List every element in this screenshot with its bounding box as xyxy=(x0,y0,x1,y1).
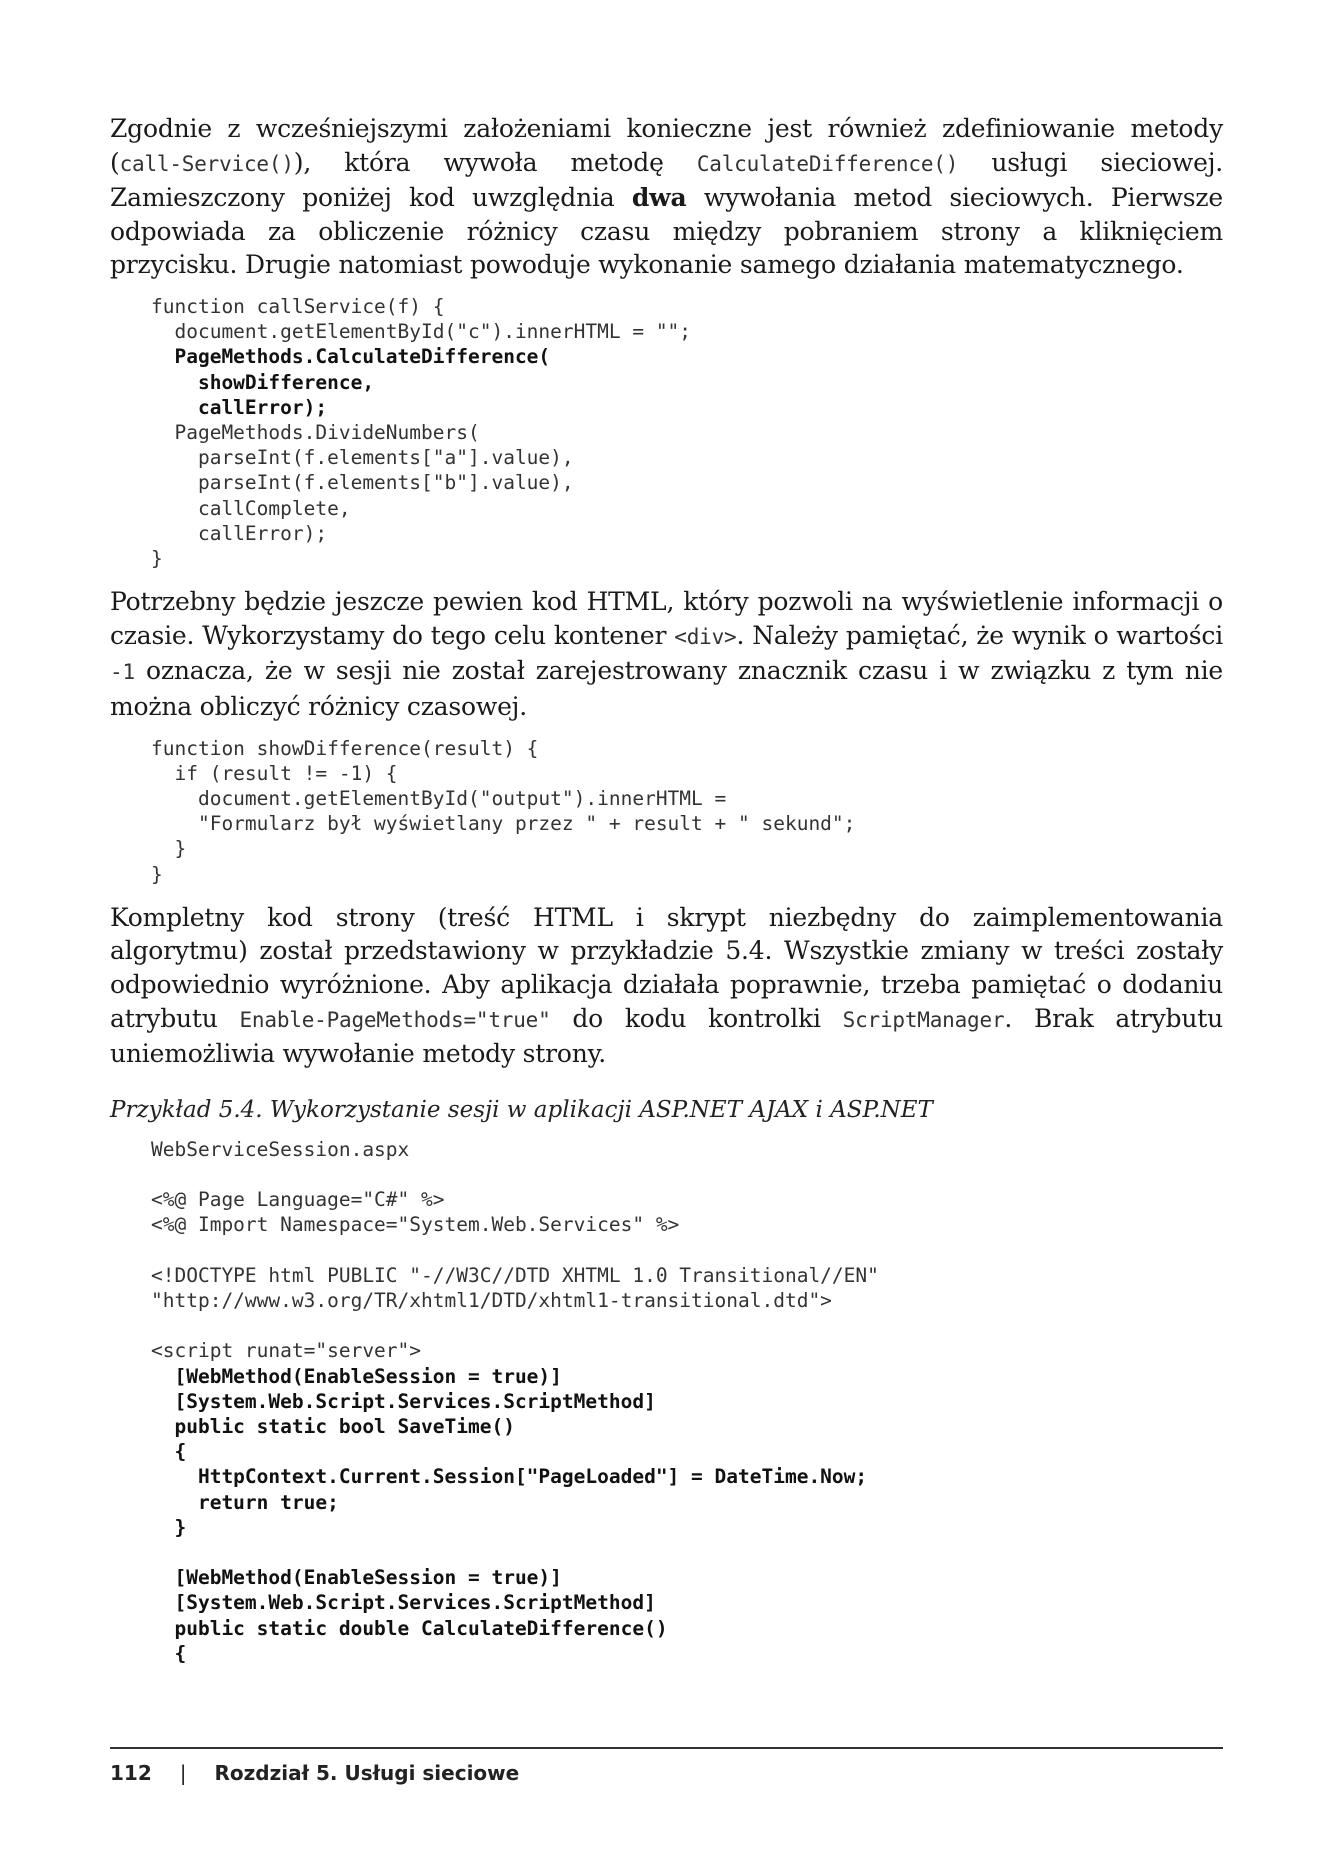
paragraph-complete-code: Kompletny kod strony (treść HTML i skrypt niezbędny do zaimplementowania algorytmu) został przedstawiony w przykładzie 5.4. Wszystkie zmiany w treści zostały odpowiednio wyróżnione. Aby aplikacja działała poprawnie, trzeba pamiętać o dodaniu atrybutu Enable-PageMethods="true" do kodu kontrolki ScriptManager. Brak atrybutu uniemożliwia wywołanie metody strony. xyxy=(110,902,1223,1069)
footer-separator: | xyxy=(179,1761,187,1785)
code-block-showdifference: function showDifference(result) { if (result != -1) { document.getElementById("output").innerHTML = "Formularz był wyświetlany przez " + result + " sekund"; } } xyxy=(151,736,856,886)
paragraph-intro: Zgodnie z wcześniejszymi założeniami konieczne jest również zdefiniowanie metody (call-Service()), która wywoła metodę CalculateDifference() usługi sieciowej. Zamieszczony poniżej kod uwzględnia dwa wywołania metod sieciowych. Pierwsze odpowiada za obliczenie różnicy czasu między pobraniem strony a kliknięciem przycisku. Drugie natomiast powoduje wykonanie samego działania matematycznego. xyxy=(110,114,1223,280)
paragraph-html-info: Potrzebny będzie jeszcze pewien kod HTML, który pozwoli na wyświetlenie informacji o czasie. Wykorzystamy do tego celu kontener <div>. Należy pamiętać, że wynik o wartości -1 oznacza, że w sesji nie został zarejestrowany znacznik czasu i w związku z tym nie można obliczyć różnicy czasowej. xyxy=(110,587,1223,721)
page-footer xyxy=(110,1747,1223,1785)
inline-code: CalculateDifference() xyxy=(696,151,959,176)
inline-code: call-Service() xyxy=(119,151,294,176)
code-block-webservicesession: WebServiceSession.aspx <%@ Page Language="C#" %> <%@ Import Namespace="System.Web.Services" %> <!DOCTYPE html PUBLIC "-//W3C//DTD XHTML 1.0 Transitional//EN" "http://www.w3.org/TR/xhtml1/DTD/xhtml1-transitional.dtd"> <script runat="server"> [WebMethod(EnableSession = true)] [System.Web.Script.Services.ScriptMethod] public static bool SaveTime() { HttpContext.Current.Session["PageLoaded"] = DateTime.Now; return true; } [WebMethod(EnableSession = true)] [System.Web.Script.Services.ScriptMethod] public static double CalculateDifference() { xyxy=(151,1137,879,1665)
example-caption: Przykład 5.4. Wykorzystanie sesji w aplikacji ASP.NET AJAX i ASP.NET xyxy=(110,1096,933,1123)
inline-code: Enable-PageMethods="true" xyxy=(239,1007,551,1032)
page-number: 112 xyxy=(110,1761,152,1785)
chapter-title: Rozdział 5. Usługi sieciowe xyxy=(214,1761,520,1785)
code-block-callservice: function callService(f) { document.getElementById("c").innerHTML = ""; PageMethods.CalculateDifference( showDifference, callError); PageMethods.DivideNumbers( parseInt(f.elements["a"].value), parseInt(f.elements["b"].value), callComplete, callError); } xyxy=(151,294,692,570)
inline-code: <div> xyxy=(674,624,737,649)
page-content xyxy=(110,112,1223,1666)
inline-code: ScriptManager xyxy=(842,1007,1005,1032)
bold-word: dwa xyxy=(631,183,687,213)
inline-code: -1 xyxy=(110,660,135,685)
